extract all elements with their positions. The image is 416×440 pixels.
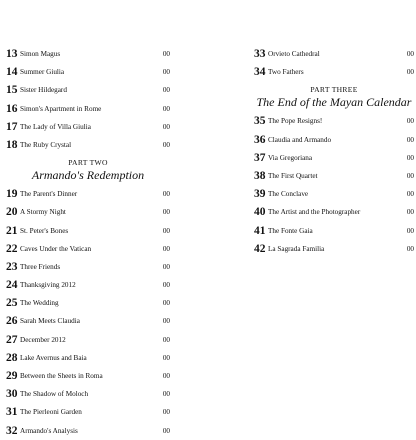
chapter-number: 29: [6, 370, 18, 382]
page-number: 00: [406, 117, 414, 126]
chapter-title: The Pierleoni Garden: [20, 408, 82, 417]
toc-entry: [6, 422, 170, 440]
page-number: 00: [162, 262, 170, 271]
chapter-title: La Sagrada Familia: [268, 244, 325, 253]
toc-entry: [254, 45, 414, 63]
toc-group-right-a: [254, 45, 414, 81]
chapter-title: December 2012: [20, 335, 66, 344]
page-number: 00: [162, 208, 170, 217]
page-number: 00: [406, 244, 414, 253]
chapter-number: 21: [6, 224, 18, 237]
page-number: 00: [406, 190, 414, 199]
toc-group-right-b: [254, 112, 414, 258]
chapter-number: 24: [6, 279, 18, 292]
page-number: 00: [406, 68, 414, 77]
page-number: 00: [162, 317, 170, 326]
chapter-title: Simon's Apartment in Rome: [20, 104, 102, 113]
toc-entry: [6, 81, 170, 99]
toc-entry: [6, 63, 170, 81]
chapter-number: 23: [6, 260, 18, 273]
toc-right-column: [254, 45, 414, 258]
chapter-title: The Parent's Dinner: [20, 190, 78, 199]
chapter-title: A Stormy Night: [20, 208, 66, 217]
chapter-title: Lake Avernus and Baia: [20, 353, 87, 362]
chapter-number: 42: [254, 242, 266, 255]
page-number: 00: [162, 140, 170, 149]
chapter-title: Via Gregoriana: [268, 153, 313, 162]
chapter-number: 16: [6, 102, 18, 115]
toc-left-column: [6, 45, 170, 440]
toc-entry: [6, 385, 170, 403]
chapter-number: 40: [254, 206, 266, 219]
toc-entry: [6, 203, 170, 221]
toc-entry: [254, 63, 414, 81]
chapter-number: 34: [254, 66, 266, 79]
chapter-title: St. Peter's Bones: [20, 226, 69, 235]
chapter-number: 13: [6, 48, 18, 60]
chapter-title: Simon Magus: [20, 50, 61, 58]
page-number: 00: [162, 281, 170, 290]
chapter-title: The Pope Resigns!: [268, 117, 323, 126]
chapter-number: 14: [6, 66, 18, 79]
chapter-number: 37: [254, 151, 266, 164]
chapter-title: The Shadow of Moloch: [20, 390, 89, 399]
chapter-number: 39: [254, 188, 266, 201]
chapter-number: 38: [254, 169, 266, 182]
toc-entry: [6, 276, 170, 294]
chapter-number: 41: [254, 224, 266, 237]
chapter-title: Caves Under the Vatican: [20, 244, 92, 253]
chapter-title: Between the Sheets in Roma: [20, 372, 103, 380]
page-number: 00: [162, 390, 170, 399]
chapter-title: Claudia and Armando: [268, 135, 332, 144]
chapter-title: Sarah Meets Claudia: [20, 317, 80, 326]
toc-entry: [254, 203, 414, 221]
toc-entry: [6, 258, 170, 276]
chapter-title: Thanksgiving 2012: [20, 281, 76, 290]
toc-entry: [254, 240, 414, 258]
toc-entry: [6, 185, 170, 203]
page-number: 00: [406, 208, 414, 217]
chapter-number: 28: [6, 351, 18, 364]
chapter-number: 31: [6, 406, 18, 419]
toc-entry: [254, 149, 414, 167]
part-two-heading: [6, 158, 170, 182]
toc-entry: [254, 131, 414, 149]
toc-entry: [6, 222, 170, 240]
toc-entry: [254, 167, 414, 185]
chapter-number: 25: [6, 297, 18, 310]
chapter-title: The Wedding: [20, 299, 59, 308]
page-number: 00: [406, 50, 414, 58]
chapter-number: 15: [6, 84, 18, 97]
toc-entry: [6, 331, 170, 349]
chapter-title: Two Fathers: [268, 68, 304, 77]
chapter-number: 32: [6, 424, 18, 437]
page-number: 00: [162, 50, 170, 58]
toc-entry: [6, 100, 170, 118]
chapter-number: 35: [254, 115, 266, 128]
toc-group-left-a: [6, 45, 170, 154]
chapter-title: The Lady of Villa Giulia: [20, 122, 91, 131]
part-title: The End of the Mayan Calendar: [256, 95, 412, 110]
page-number: 00: [162, 353, 170, 362]
page-number: 00: [162, 226, 170, 235]
chapter-number: 22: [6, 242, 18, 255]
page-number: 00: [162, 86, 170, 95]
page-number: 00: [162, 299, 170, 308]
toc-group-left-b: [6, 185, 170, 440]
chapter-number: 20: [6, 206, 18, 219]
chapter-title: The Ruby Crystal: [20, 140, 72, 149]
toc-entry: [254, 222, 414, 240]
chapter-title: Three Friends: [20, 262, 61, 271]
chapter-title: Summer Giulia: [20, 68, 65, 77]
page-number: 00: [162, 244, 170, 253]
page-number: 00: [162, 68, 170, 77]
chapter-number: 27: [6, 333, 18, 346]
chapter-number: 19: [6, 188, 18, 201]
chapter-title: The Artist and the Photographer: [268, 208, 361, 217]
toc-entry: [6, 118, 170, 136]
chapter-number: 30: [6, 388, 18, 401]
page-number: 00: [162, 190, 170, 199]
chapter-title: The Conclave: [268, 190, 309, 199]
part-label: PART TWO: [68, 158, 108, 168]
page-number: 00: [162, 122, 170, 131]
page-number: 00: [406, 153, 414, 162]
chapter-title: Sister Hildegard: [20, 86, 67, 95]
page-number: 00: [162, 408, 170, 417]
toc-entry: [254, 112, 414, 130]
page-number: 00: [406, 171, 414, 180]
part-label: PART THREE: [310, 85, 358, 95]
toc-entry: [6, 349, 170, 367]
chapter-title: Armando's Analysis: [20, 426, 78, 435]
chapter-title: Orvieto Cathedral: [268, 50, 320, 58]
toc-entry: [6, 294, 170, 312]
toc-entry: [6, 367, 170, 385]
toc-entry: [6, 45, 170, 63]
page-number: 00: [162, 426, 170, 435]
toc-entry: [6, 136, 170, 154]
part-title: Armando's Redemption: [31, 168, 145, 183]
page-number: 00: [406, 226, 414, 235]
page-number: 00: [162, 104, 170, 113]
chapter-title: The First Quartet: [268, 171, 318, 180]
part-three-heading: [254, 85, 414, 109]
chapter-number: 36: [254, 133, 266, 146]
page-number: 00: [162, 372, 170, 380]
chapter-number: 33: [254, 48, 266, 60]
chapter-title: The Fonte Gaia: [268, 226, 313, 235]
chapter-number: 17: [6, 120, 18, 133]
chapter-number: 18: [6, 138, 18, 151]
page-number: 00: [406, 135, 414, 144]
toc-entry: [6, 312, 170, 330]
toc-entry: [6, 403, 170, 421]
toc-entry: [254, 185, 414, 203]
toc-entry: [6, 240, 170, 258]
page-number: 00: [162, 335, 170, 344]
chapter-number: 26: [6, 315, 18, 328]
